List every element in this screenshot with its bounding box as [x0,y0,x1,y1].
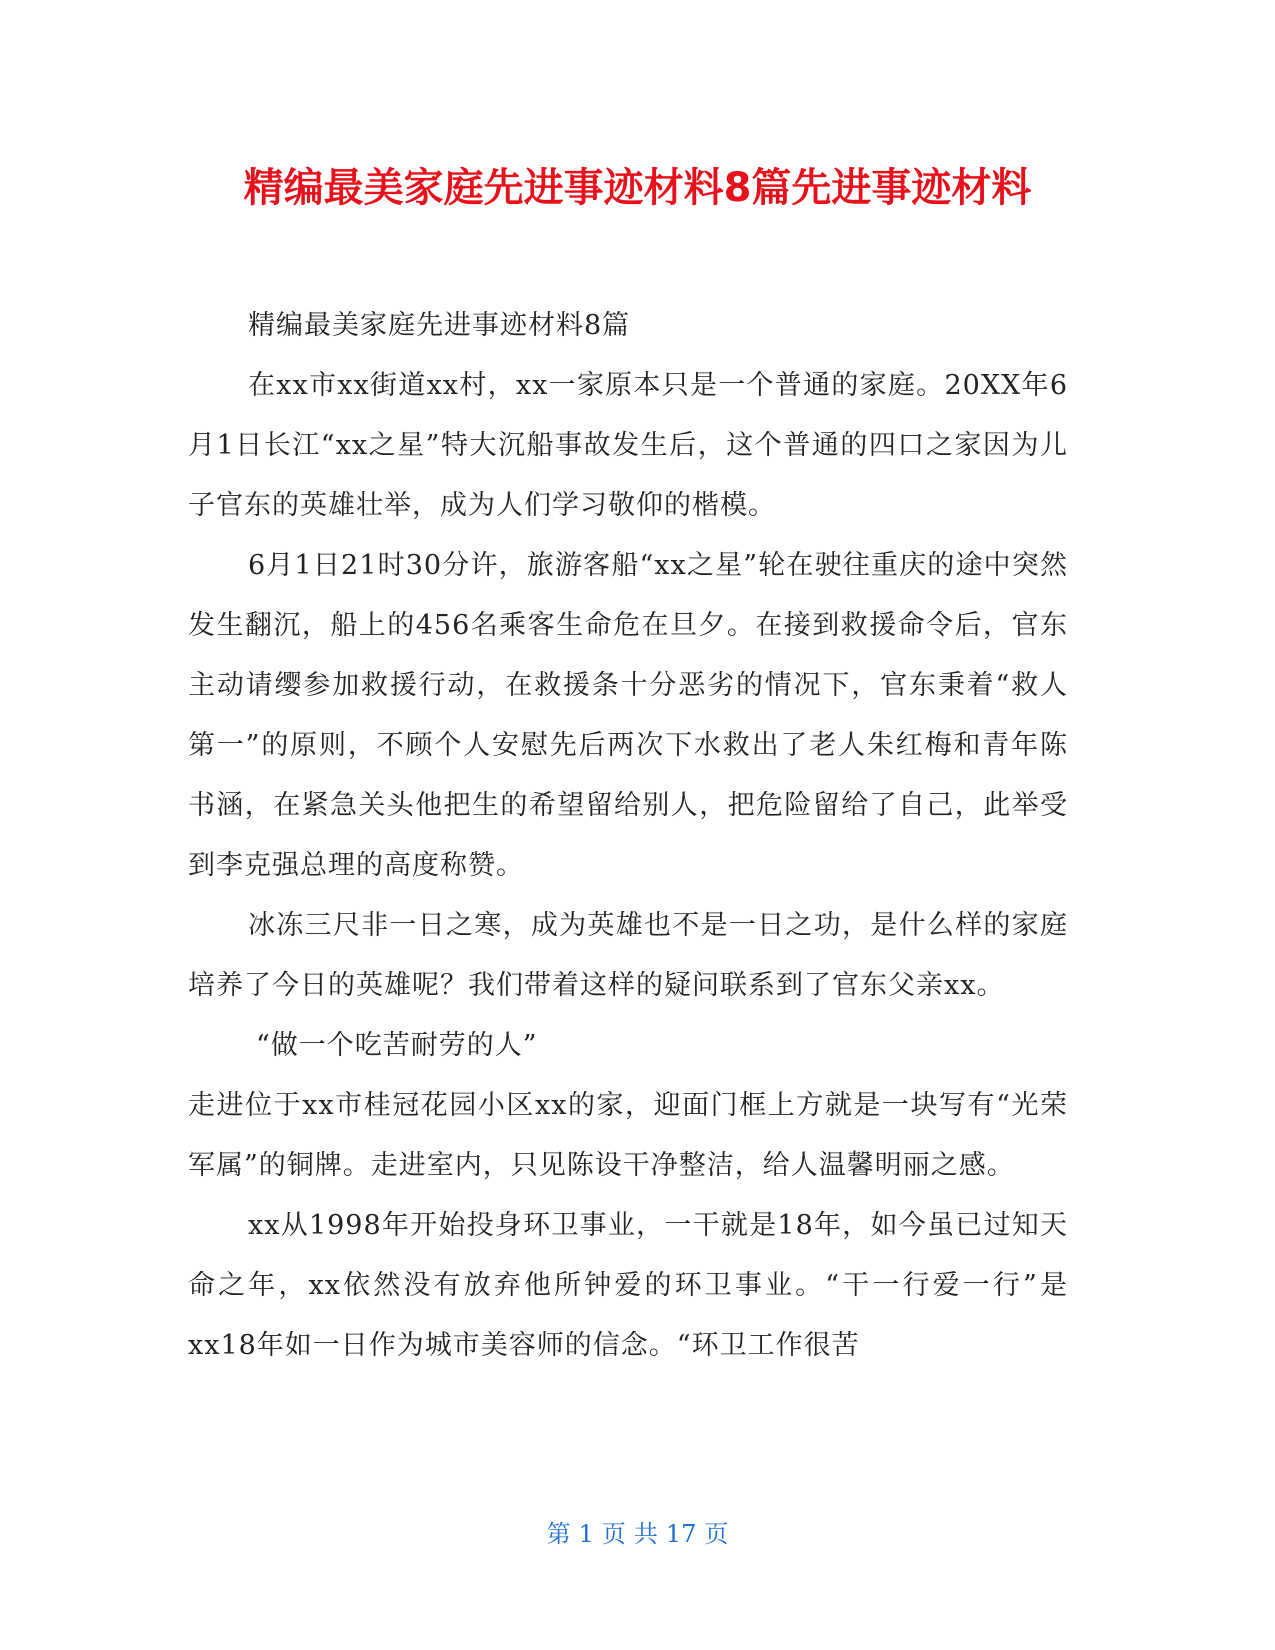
paragraph-career: xx从1998年开始投身环卫事业，一干就是18年，如今虽已过知天命之年，xx依然没有放弃他所钟爱的环卫事业。“干一行爱一行”是xx18年如一日作为城市美容师的信念。“环卫工作很苦 [188,1210,1068,1361]
paragraph-intro: 在xx市xx街道xx村，xx一家原本只是一个普通的家庭。20XX年6月1日长江“xx之星”特大沉船事故发生后，这个普通的四口之家因为儿子官东的英雄壮举，成为人们学习敬仰的楷模。 [188,370,1068,521]
footer-label-total: 共 [633,1520,658,1548]
paragraph-rescue: 6月1日21时30分许，旅游客船“xx之星”轮在驶往重庆的途中突然发生翻沉，船上的456名乘客生命危在旦夕。在接到救援命令后，官东主动请缨参加救援行动，在救援条十分恶劣的情况下，官东秉着“救人第一”的原则，不顾个人安慰先后两次下水救出了老人朱红梅和青年陈书涵，在紧急关头他把生的希望留给别人，把危险留给了自己，此举受到李克强总理的高度称赞。 [188,550,1068,881]
paragraph-question: 冰冻三尺非一日之寒，成为英雄也不是一日之功，是什么样的家庭培养了今日的英雄呢？我们带着这样的疑问联系到了官东父亲xx。 [188,910,1068,1001]
footer-total-pages: 17 [665,1520,697,1548]
paragraph-subtitle: 精编最美家庭先进事迹材料8篇 [248,310,631,341]
page-footer [0,1518,1275,1550]
document-body [188,296,1068,1376]
footer-label-of: 页 [601,1520,626,1548]
footer-current-page: 1 [578,1520,594,1548]
footer-label-end: 页 [704,1520,729,1548]
paragraph-home: 走进位于xx市桂冠花园小区xx的家，迎面门框上方就是一块写有“光荣军属”的铜牌。走进室内，只见陈设干净整洁，给人温馨明丽之感。 [188,1090,1068,1181]
section-heading: “做一个吃苦耐劳的人” [256,1030,538,1061]
document-title: 精编最美家庭先进事迹材料8篇先进事迹材料 [243,165,1032,211]
footer-label-page: 第 [546,1520,571,1548]
